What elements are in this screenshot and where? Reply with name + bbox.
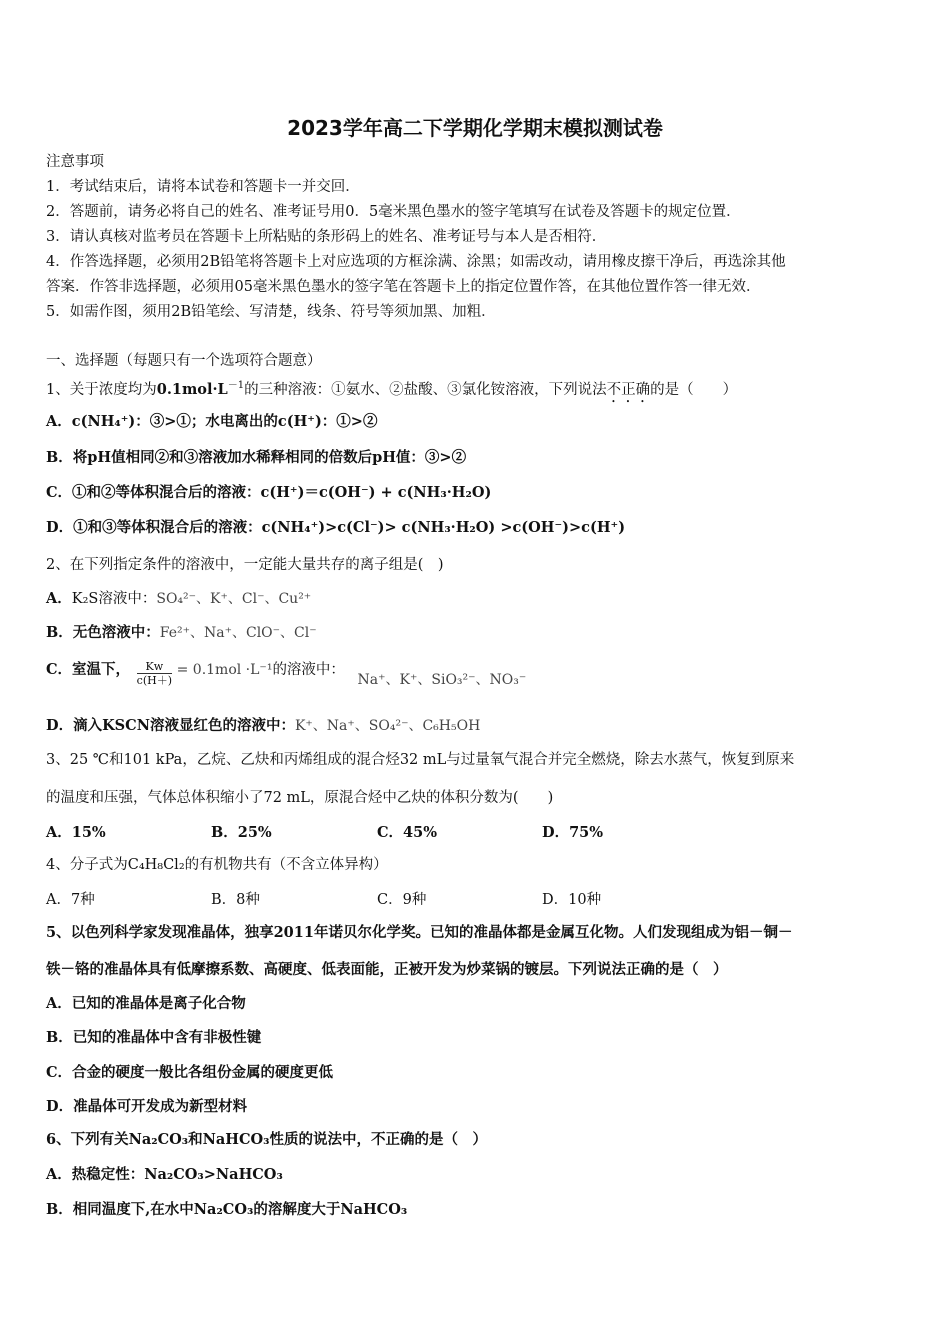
question-4-stem: 4、分子式为C₄H₈Cl₂的有机物共有（不含立体异构） — [46, 857, 388, 873]
question-2-option-b: B．无色溶液中：Fe²⁺、Na⁺、ClO⁻、Cl⁻ — [46, 624, 317, 641]
question-3-option-b: B．25% — [211, 824, 272, 841]
question-5-stem: 5、以色列科学家发现准晶体，独享2011年诺贝尔化学奖。已知的准晶体都是金属互化物。人们发现组成为铝－铜－ — [46, 924, 793, 941]
question-2-option-d: D．滴入KSCN溶液显红色的溶液中：K⁺、Na⁺、SO₄²⁻、C₆H₅OH — [46, 717, 481, 734]
question-1-stem: 1、关于浓度均为$0.1mol\cdot L^{-1}$的三种溶液：①氨水、②盐酸、③氯化铵溶液，下列说法不正确的是（ ） — [46, 380, 738, 398]
notice-item: 2．答题前，请务必将自己的姓名、准考证号用0．5毫米黑色墨水的签字笔填写在试卷及答题卡的规定位置． — [46, 204, 741, 220]
question-3-stem: 3、25 ℃和101 kPa，乙烷、乙炔和丙烯组成的混合烃32 mL与过量氧气混合并完全燃烧，除去水蒸气，恢复到原来 — [46, 752, 795, 768]
question-1-option-d: D．①和③等体积混合后的溶液：c(NH₄⁺)>c(Cl⁻)> c(NH₃·H₂O) >c(OH⁻)>c(H⁺) — [46, 519, 626, 536]
question-5-option-b: B．已知的准晶体中含有非极性键 — [46, 1029, 262, 1046]
question-5-stem-cont: 铁－铬的准晶体具有低摩擦系数、高硬度、低表面能，正被开发为炒菜锅的镀层。下列说法正确的是（ ） — [46, 961, 728, 978]
question-4-option-d: D．10种 — [542, 892, 602, 908]
question-6-option-a: A．热稳定性：Na₂CO₃>NaHCO₃ — [46, 1166, 283, 1183]
question-1-option-a: A．c(NH₄⁺)：③>①；水电离出的c(H⁺)：①>② — [46, 413, 378, 430]
question-2-stem: 2、在下列指定条件的溶液中，一定能大量共存的离子组是( ) — [46, 557, 444, 573]
notice-item: 3．请认真核对监考员在答题卡上所粘贴的条形码上的姓名、准考证号与本人是否相符． — [46, 229, 607, 245]
question-6-stem: 6、下列有关Na₂CO₃和NaHCO₃性质的说法中，不正确的是（ ） — [46, 1131, 487, 1148]
notice-item: 5．如需作图，须用2B铅笔绘、写清楚，线条、符号等须加黑、加粗． — [46, 304, 496, 320]
page-title: 2023学年高二下学期化学期末模拟测试卷 — [287, 116, 663, 140]
notice-item: 1．考试结束后，请将本试卷和答题卡一并交回． — [46, 179, 360, 195]
kw-fraction: $\frac{Kw}{c(H+)}$ — [136, 660, 172, 687]
question-5-option-c: C．合金的硬度一般比各组份金属的硬度更低 — [46, 1064, 334, 1081]
question-5-option-a: A．已知的准晶体是离子化合物 — [46, 995, 246, 1012]
question-4-option-a: A．7种 — [46, 892, 95, 908]
question-5-option-d: D．准晶体可开发成为新型材料 — [46, 1098, 248, 1115]
question-4-option-b: B．8种 — [211, 892, 260, 908]
notice-item: 4．作答选择题，必须用2B铅笔将答题卡上对应选项的方框涂满、涂黑；如需改动，请用橡皮擦干净后，再选涂其他 — [46, 254, 786, 270]
question-3-option-c: C．45% — [377, 824, 437, 841]
question-3-stem-cont: 的温度和压强，气体总体积缩小了72 mL，原混合烃中乙炔的体积分数为( ) — [46, 790, 554, 806]
notice-item: 答案．作答非选择题，必须用05毫米黑色墨水的签字笔在答题卡上的指定位置作答，在其他位置作答一律无效． — [46, 279, 761, 295]
question-2-option-c: C．室温下， $\frac{Kw}{c(H+)}$ = 0.1mol ·L⁻¹的溶液中： Na⁺、K⁺、SiO₃²⁻、NO₃⁻ — [46, 660, 527, 688]
emphasis-text: 不正确 — [606, 381, 651, 398]
question-3-option-d: D．75% — [542, 824, 604, 841]
question-1-option-c: C．①和②等体积混合后的溶液：c(H⁺)＝c(OH⁻) + c(NH₃·H₂O) — [46, 484, 492, 501]
question-4-option-c: C．9种 — [377, 892, 427, 908]
question-6-option-b: B．相同温度下,在水中Na₂CO₃的溶解度大于NaHCO₃ — [46, 1201, 408, 1218]
notice-heading: 注意事项 — [46, 154, 104, 170]
section-heading: 一、选择题（每题只有一个选项符合题意） — [46, 353, 322, 369]
question-3-option-a: A．15% — [46, 824, 106, 841]
question-2-option-a: A．K₂S溶液中：SO₄²⁻、K⁺、Cl⁻、Cu²⁺ — [46, 590, 312, 607]
question-1-option-b: B．将pH值相同②和③溶液加水稀释相同的倍数后pH值：③>② — [46, 449, 467, 466]
